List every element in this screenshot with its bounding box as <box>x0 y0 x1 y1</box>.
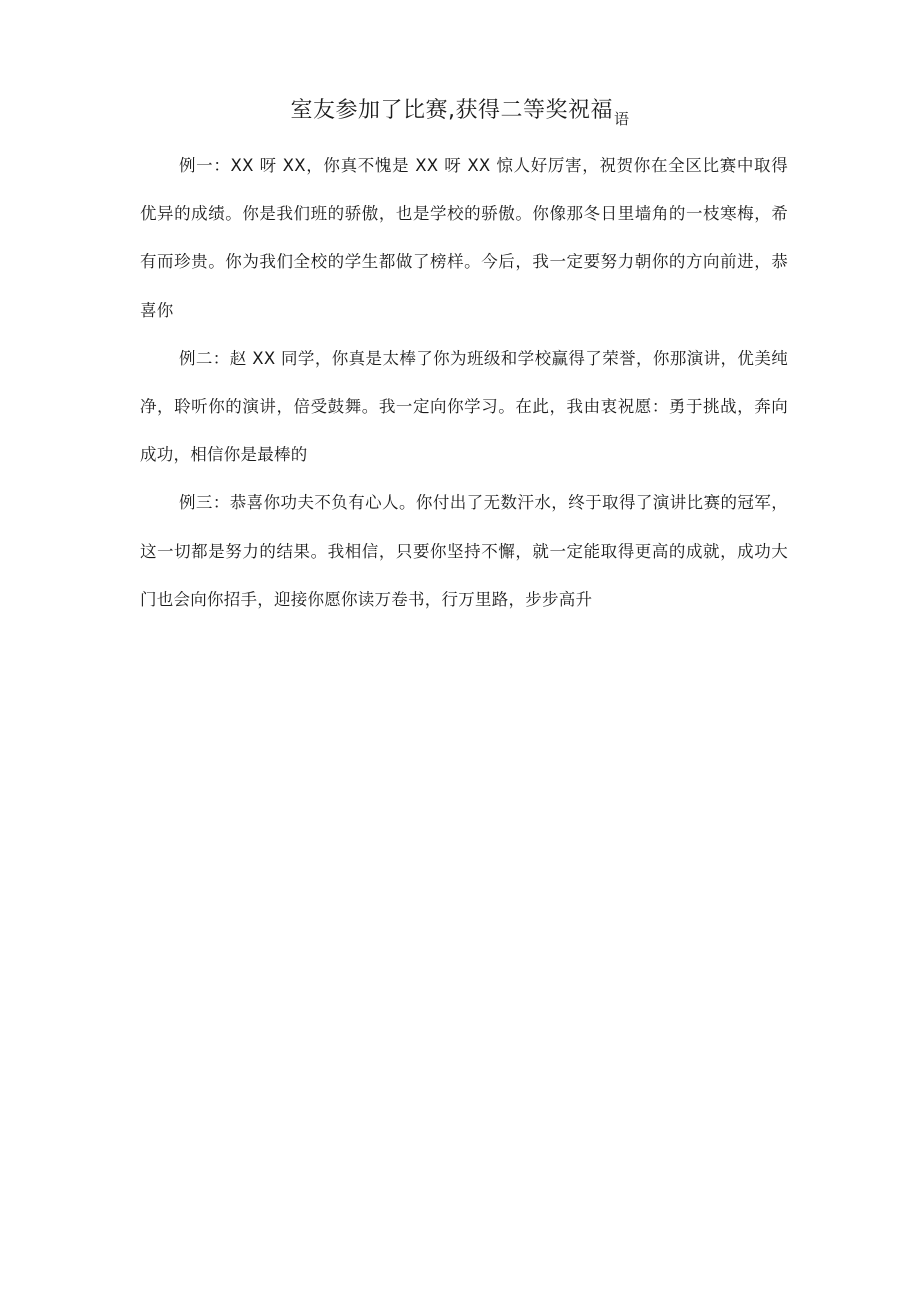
document-title <box>0 94 920 129</box>
document-body <box>140 142 788 624</box>
title-main: 室友参加了比赛,获得二等奖祝福 <box>290 98 613 123</box>
paragraph-example-3: 例三：恭喜你功夫不负有心人。你付出了无数汗水，终于取得了演讲比赛的冠军，这一切都是努力的结果。我相信，只要你坚持不懈，就一定能取得更高的成就，成功大门也会向你招手，迎接你愿你读万卷书，行万里路，步步高升 <box>140 493 788 609</box>
paragraph-example-2: 例二：赵 XX 同学，你真是太棒了你为班级和学校赢得了荣誉，你那演讲，优美纯净，聆听你的演讲，倍受鼓舞。我一定向你学习。在此，我由衷祝愿：勇于挑战，奔向成功，相信你是最棒的 <box>140 348 788 465</box>
paragraph-example-1: 例一：XX 呀 XX，你真不愧是 XX 呀 XX 惊人好厉害，祝贺你在全区比赛中取得优异的成绩。你是我们班的骄傲，也是学校的骄傲。你像那冬日里墙角的一枝寒梅，希有而珍贵。你为我们全校的学生都做了榜样。今后，我一定要努力朝你的方向前进，恭喜你 <box>140 156 788 320</box>
title-suffix: 语 <box>613 110 630 128</box>
